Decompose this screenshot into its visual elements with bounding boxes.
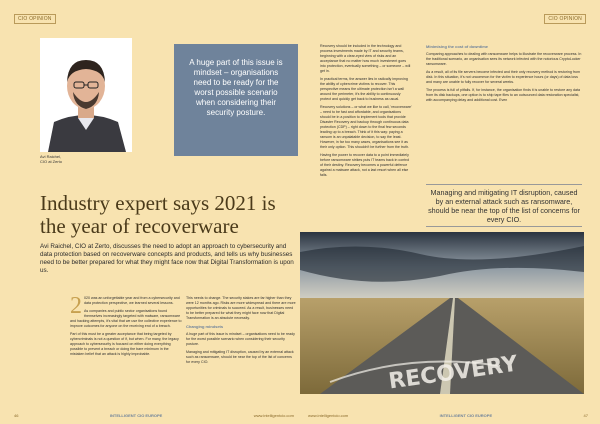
body-column-3 — [320, 44, 412, 181]
paragraph: Managing and mitigating IT disruption, caused by an external attack such as ransomware, should be near the top of the list of concerns for every CIO. — [186, 350, 294, 364]
pull-quote: Managing and mitigating IT disruption, caused by an external attack such as ransomware, should be near the top of the list of concerns for every CIO. — [428, 188, 580, 224]
publication-name-right: INTELLIGENT CIO EUROPE — [439, 413, 493, 418]
portrait-image — [40, 38, 132, 152]
section-tag-right: CIO OPINION — [544, 14, 586, 24]
page-number-right: 47 — [583, 413, 588, 418]
paragraph: As a result, all of its file servers become infected and their only recovery method is restoring from disk. In this situation, it's not uncommon for the victim to experience hours (or days) of data loss and many are unable to fully recover for several weeks. — [426, 70, 580, 84]
paragraph: 020 was an unforgettable year and from a cybersecurity and data protection perspective, we learned several lessons. — [84, 296, 180, 305]
website-left: www.intelligentcio.com — [253, 413, 294, 418]
website-right: www.intelligentcio.com — [308, 413, 349, 418]
caption-name: Avi Raichel, — [40, 154, 62, 159]
pull-quote-rule-top — [426, 184, 582, 185]
article-standfirst: Avi Raichel, CIO at Zerto, discusses the need to adopt an approach to cybersecurity and data protection based on recoverware concepts and products, and tells us why businesses need to be better prepared for what they might face now that Digital Transformation is upon us. — [40, 243, 294, 274]
author-photo — [40, 38, 132, 152]
road-image — [300, 232, 584, 394]
body-column-1 — [70, 293, 182, 360]
road-sign-text: RECOVERY — [387, 351, 520, 394]
footer-left — [14, 413, 294, 418]
paragraph: Having the power to recover data to a point immediately before ransomware strikes puts IT teams back in control of their destiny. Recovery becomes a powerful defence against a malware attack, not a last resort when all else fails. — [320, 153, 410, 177]
footer-right — [308, 413, 588, 418]
body-column-4 — [426, 44, 582, 106]
road-illustration — [300, 232, 584, 394]
photo-caption — [40, 154, 62, 164]
paragraph: Recovery solutions – or what we like to call, 'recoverware' – need to be fast and affordable, and organisations should be in a position to implement tools that provide Disaster Recovery and backup through continuous data protection (CDP) – right down to the final few seconds leading up to a breach. Think of it this way: paying a ransom is an unpalatable decision, to say the least. However, in far too many cases, organisations see it as their only option. This shouldn't be further from the truth. — [320, 105, 412, 149]
paragraph: In practical terms, the answer lies in radically improving the ability of cybercrime victims to recover. This perspective means the ultimate protection isn't a wall around the perimeter, it's the ability to continuously protect and quickly get back to business as usual. — [320, 77, 408, 101]
paragraph: Comparing approaches to dealing with ransomware helps to illustrate the recoverware process. In the traditional scenario, an organisation sees its network infected with the notorious CryptoLocker ransomware. — [426, 52, 582, 66]
article-headline: Industry expert says 2021 is the year of recoverware — [40, 191, 276, 238]
caption-title: CIO at Zerto — [40, 159, 63, 164]
dropcap: 2 — [70, 293, 82, 319]
paragraph: Recovery should be included in the technology and process investments made by IT and security teams, beginning with a clear-eyed view of risks and an acceptance that no matter how much investment goes into protection, eventually something – or someone – will get in. — [320, 44, 411, 73]
publication-name-left: INTELLIGENT CIO EUROPE — [109, 413, 163, 418]
paragraph: This needs to change. The security stakes are far higher than they were 12 months ago. Risks are more widespread and there are more opportunities for criminals to succeed. As a result, businesses need to be better prepared for what they might face now that Digital Transformation is an absolute necessity. — [186, 296, 296, 320]
subheading: Changing mindsets — [186, 324, 224, 329]
paragraph: As companies and public sector organisations found themselves increasingly targeted with malware, ransomware and hacking attempts, it's vital that we use the collective experience to improve outcomes for anyone on the receiving end of a breach. — [70, 309, 182, 328]
body-column-2 — [186, 296, 296, 368]
section-tag-left: CIO OPINION — [14, 14, 56, 24]
paragraph: The process is full of pitfalls. If, for instance, the organisation finds it is unable to restore any data from its disk backups, one option is to ship tape files to an outsourced data restoration specialist, with accompanying delay and additional cost. Even — [426, 88, 581, 102]
paragraph: A huge part of this issue is mindset – organisations need to be ready for the worst possible scenario when considering their security posture. — [186, 332, 295, 346]
quote-box: A huge part of this issue is mindset – organisations need to be ready for the worst possible scenario when considering their security posture. — [174, 44, 298, 156]
page-number-left: 46 — [14, 413, 19, 418]
paragraph: Part of this must be a greater acceptance that being targeted by cybercriminals is not a question of if, but when. For many, the legacy approach to cybersecurity is focused on either doing everything possible to prevent a breach or doing the bare minimum in the mistaken belief that an attack is highly improbable. — [70, 332, 179, 356]
pull-quote-rule-bottom — [426, 226, 582, 227]
subheading: Minimising the cost of downtime — [426, 44, 488, 49]
